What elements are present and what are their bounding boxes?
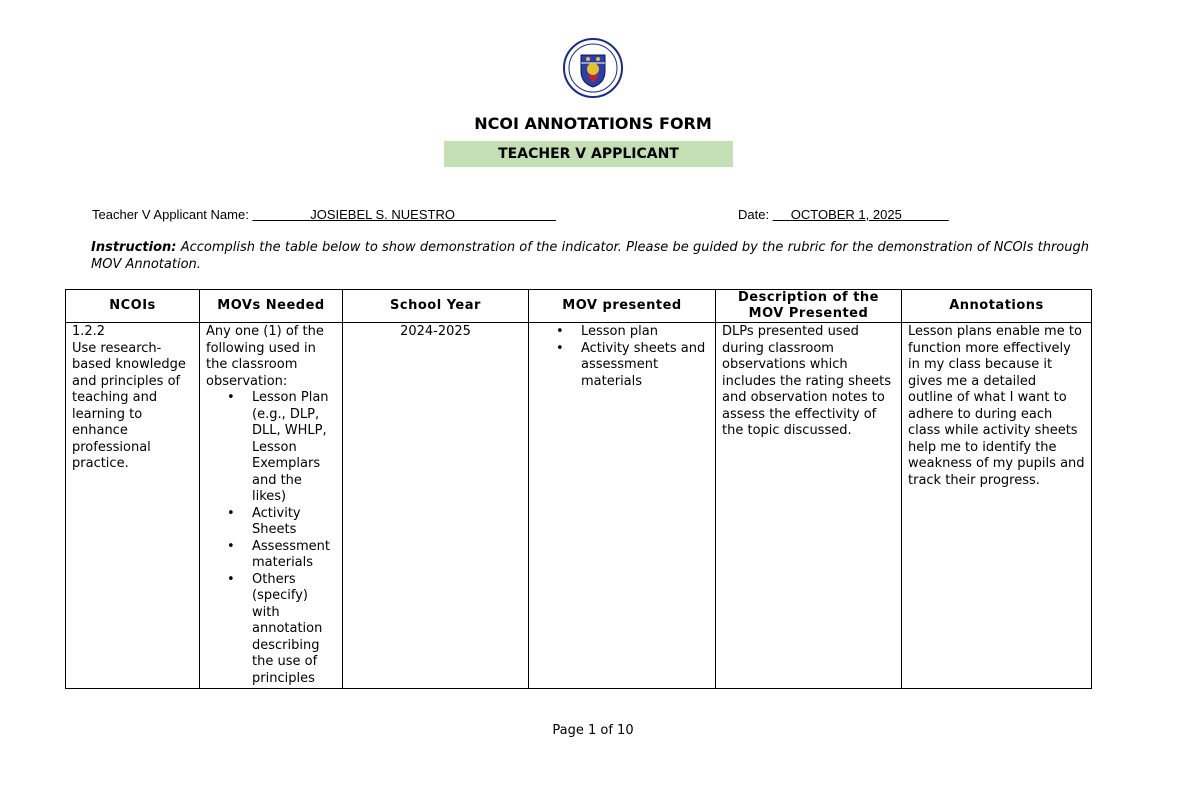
page-number: Page 1 of 10 [552, 723, 634, 738]
ncoi-code: 1.2.2 [72, 324, 106, 339]
applicant-name-label: Teacher V Applicant Name: [92, 207, 249, 222]
deped-seal-icon [557, 37, 629, 99]
school-year-cell: 2024-2025 [343, 323, 529, 689]
column-header-description: Description of the MOV Presented [716, 290, 902, 323]
ncoi-table [65, 289, 1092, 689]
column-header-school-year: School Year [343, 290, 529, 323]
date-row [738, 207, 949, 222]
movs-intro: Any one (1) of the following used in the classroom observation: [206, 324, 324, 389]
ncoi-text: Use research-based knowledge and principles of teaching and learning to enhance professional practice. [72, 340, 186, 471]
applicant-name-row [92, 207, 556, 222]
instruction-text [91, 239, 1089, 273]
annotation-cell: Lesson plans enable me to function more effectively in my class because it gives me a detailed outline of what I want to adhere to during each class while activity sheets help me to identify the weakness of my pupils and track their progress. [902, 323, 1092, 689]
list-item: • Activity sheets and assessment materials [581, 341, 709, 391]
column-header-mov-presented: MOV presented [529, 290, 716, 323]
list-item: • Activity Sheets [252, 506, 336, 539]
mov-presented-cell [529, 323, 716, 689]
page-title: NCOI ANNOTATIONS FORM [474, 114, 712, 133]
date-value[interactable]: OCTOBER 1, 2025 [790, 207, 902, 222]
instruction-body: Accomplish the table below to show demonstration of the indicator. Please be guided by the rubric for the demonstration of NCOIs through MOV Annotation. [91, 240, 1089, 272]
column-header-ncois: NCOIs [66, 290, 200, 323]
movs-list [206, 390, 336, 687]
applicant-name-value[interactable]: JOSIEBEL S. NUESTRO [310, 207, 455, 222]
mov-presented-list [535, 324, 709, 390]
date-label: Date: [738, 207, 770, 222]
column-header-movs-needed: MOVs Needed [200, 290, 343, 323]
list-item: • Others (specify) with annotation describing the use of principles [252, 572, 336, 688]
description-cell: DLPs presented used during classroom observations which includes the rating sheets and observation notes to assess the effectivity of the topic discussed. [716, 323, 902, 689]
ncoi-cell [66, 323, 200, 689]
movs-needed-cell [200, 323, 343, 689]
instruction-lead: Instruction: [91, 240, 177, 255]
list-item: • Lesson plan [581, 324, 709, 341]
list-item: • Assessment materials [252, 539, 336, 572]
list-item: • Lesson Plan (e.g., DLP, DLL, WHLP, Lesson Exemplars and the likes) [252, 390, 336, 506]
table-header-row [66, 290, 1092, 323]
form-subtitle: TEACHER V APPLICANT [444, 141, 733, 167]
column-header-annotations: Annotations [902, 290, 1092, 323]
table-row [66, 323, 1092, 689]
